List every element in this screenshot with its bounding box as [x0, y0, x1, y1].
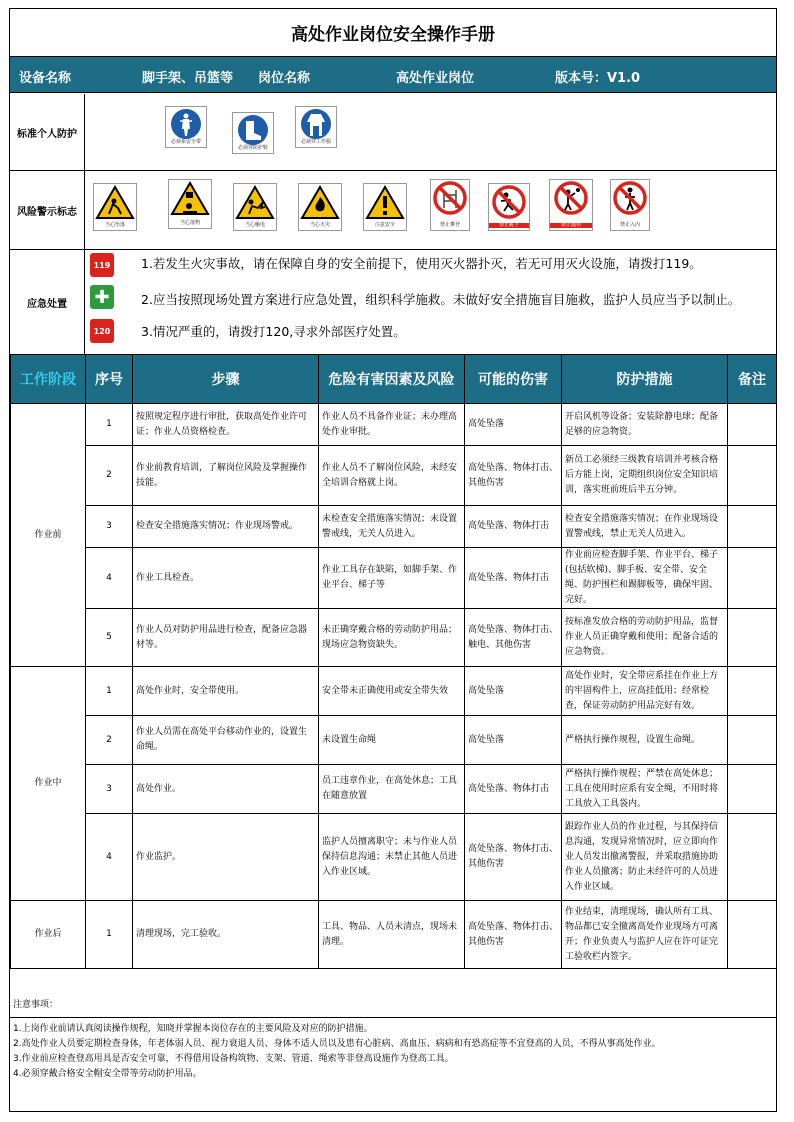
hazard-cell: 未检查安全措施落实情况；未设置警戒线，无关人员进入。: [319, 506, 465, 548]
caution-icon: 注意安全: [363, 183, 407, 231]
no-cell: 3: [86, 765, 133, 814]
stage-cell: 作业中: [11, 667, 86, 901]
post-value: 高处作业岗位: [396, 71, 475, 86]
table-row: [11, 901, 777, 969]
hazard-cell: 作业人员不了解岗位风险，未经安全培训合格就上岗。: [319, 446, 465, 506]
col-stage: 工作阶段: [11, 355, 86, 404]
safety-harness-icon: 必须系安全带: [165, 106, 207, 148]
step-cell: 作业人员对防护用品进行检查，配备应急器材等。: [133, 609, 319, 667]
col-harm: 可能的伤害: [465, 355, 562, 404]
emergency-label: 应急处置: [10, 250, 85, 354]
harm-cell: 高处坠落、物体打击: [465, 506, 562, 548]
stage-cell: 作业后: [11, 901, 86, 969]
note-cell: [728, 765, 777, 814]
emergency-step-2: 2.应当按照现场处置方案进行应急处置，组织科学施救。未做好安全措施盲目施救，监护人员应当予以制止。: [141, 292, 741, 307]
hazard-cell: 未设置生命绳: [319, 716, 465, 765]
note-cell: [728, 548, 777, 609]
step-cell: 检查安全措施落实情况；作业现场警戒。: [133, 506, 319, 548]
harm-cell: 高处坠落、物体打击、其他伤害: [465, 901, 562, 969]
note-cell: [728, 814, 777, 901]
note-cell: [728, 609, 777, 667]
table-row: [11, 506, 777, 548]
hazard-cell: 监护人员擅离职守；未与作业人员保持信息沟通；未禁止其他人员进入作业区域。: [319, 814, 465, 901]
procedure-table: [10, 354, 777, 969]
measure-cell: 作业结束，清理现场，确认所有工具、物品都已安全撤离高处作业现场方可离开；作业负责人与监护人应在许可证完工验收栏内签字。: [562, 901, 728, 969]
harm-cell: 高处坠落、物体打击: [465, 765, 562, 814]
note-cell: [728, 901, 777, 969]
step-cell: 高处作业时，安全带使用。: [133, 667, 319, 716]
safety-boots-icon: 必须穿防护鞋: [232, 112, 274, 154]
first-aid-icon: ✚: [90, 285, 114, 309]
measure-cell: 严格执行操作规程；严禁在高处休息；工具在使用时应系有安全绳，不用时将工具放入工具袋内。: [562, 765, 728, 814]
harm-cell: 高处坠落: [465, 667, 562, 716]
no-jumping-icon: 禁止跳下: [488, 183, 530, 231]
info-bar: [10, 57, 776, 93]
page-title: 高处作业岗位安全操作手册: [10, 9, 776, 57]
measure-cell: 按标准发放合格的劳动防护用品，监督作业人员正确穿戴和使用；配备合适的应急物资。: [562, 609, 728, 667]
measure-cell: 开启风机等设备；安装除静电球；配备足够的应急物资。: [562, 404, 728, 446]
measure-cell: 跟踪作业人员的作业过程，与其保持信息沟通，发现异常情况时，应立即向作业人员发出撤离警报，并采取措施协助作业人员撤离；防止未经许可的人员进入作业区域。: [562, 814, 728, 901]
hazard-cell: 作业人员不具备作业证；未办理高处作业审批。: [319, 404, 465, 446]
notes-title: 注意事项：: [10, 994, 776, 1018]
falling-hazard-icon: 当心坠落: [93, 183, 137, 231]
step-cell: 清理现场，完工验收。: [133, 901, 319, 969]
stage-cell: 作业前: [11, 404, 86, 667]
no-cell: 3: [86, 506, 133, 548]
measure-cell: 检查安全措施落实情况；在作业现场设置警戒线，禁止无关人员进入。: [562, 506, 728, 548]
hazard-cell: 员工违章作业，在高处休息；工具在随意放置: [319, 765, 465, 814]
version-label: 版本号：V1.0: [555, 71, 641, 86]
no-throwing-icon: 禁止抛物: [549, 179, 593, 231]
electric-shock-icon: 当心触电: [233, 183, 277, 231]
ppe-signs: [165, 102, 465, 162]
harm-cell: 高处坠落、物体打击、触电、其他伤害: [465, 609, 562, 667]
table-row: [11, 667, 777, 716]
note-item: 2.高处作业人员要定期检查身体，年老体弱人员、视力衰退人员、身体不适人员以及患有心脏病、高血压、病病和有恐高症等不宜登高的人员，不得从事高处作业。: [13, 1039, 661, 1049]
risk-signs: [90, 179, 770, 241]
harm-cell: 高处坠落: [465, 404, 562, 446]
no-cell: 5: [86, 609, 133, 667]
col-no: 序号: [86, 355, 133, 404]
no-cell: 2: [86, 716, 133, 765]
post-label: 岗位名称: [258, 71, 311, 86]
harm-cell: 高处坠落、物体打击、其他伤害: [465, 446, 562, 506]
ambulance-phone-icon: 120: [90, 319, 114, 343]
equipment-label: 设备名称: [19, 71, 72, 86]
emergency-step-3: 3.情况严重的，请拨打120,寻求外部医疗处置。: [141, 324, 406, 339]
table-row: [11, 548, 777, 609]
equipment-value: 脚手架、吊篮等: [142, 71, 234, 86]
note-cell: [728, 404, 777, 446]
note-cell: [728, 446, 777, 506]
table-row: [11, 765, 777, 814]
col-measure: 防护措施: [562, 355, 728, 404]
notes-section: [10, 994, 776, 1082]
note-cell: [728, 506, 777, 548]
no-cell: 4: [86, 548, 133, 609]
risk-label: 风险警示标志: [10, 171, 85, 249]
measure-cell: 严格执行操作规程，设置生命绳。: [562, 716, 728, 765]
manual-sheet: [9, 8, 777, 1112]
hazard-cell: 工具、物品、人员未清点，现场未清理。: [319, 901, 465, 969]
note-item: 4.必须穿戴合格安全帽安全带等劳动防护用品。: [13, 1069, 202, 1079]
table-row: [11, 814, 777, 901]
col-step: 步骤: [133, 355, 319, 404]
table-row: [11, 404, 777, 446]
no-cell: 4: [86, 814, 133, 901]
measure-cell: 新员工必须经三级教育培训并考核合格后方能上岗，定期组织岗位安全知识培训，落实班前班后半五分钟。: [562, 446, 728, 506]
hazard-cell: 未正确穿戴合格的劳动防护用品；现场应急物资缺失。: [319, 609, 465, 667]
ppe-label: 标准个人防护: [10, 94, 85, 170]
emergency-step-1: 1.若发生火灾事故，请在保障自身的安全前提下，使用灭火器扑灭，若无可用灭火设施，请拨打119。: [141, 256, 702, 271]
step-cell: 作业前教育培训，了解岗位风险及掌握操作技能。: [133, 446, 319, 506]
measure-cell: 高处作业时，安全带应系挂在作业上方的牢固构件上，应高挂低用；经常检查，保证劳动防护用品完好有效。: [562, 667, 728, 716]
harm-cell: 高处坠落: [465, 716, 562, 765]
hazard-cell: 安全带未正确使用或安全带失效: [319, 667, 465, 716]
no-cell: 1: [86, 667, 133, 716]
no-cell: 2: [86, 446, 133, 506]
table-row: [11, 609, 777, 667]
col-note: 备注: [728, 355, 777, 404]
note-cell: [728, 716, 777, 765]
step-cell: 作业工具检查。: [133, 548, 319, 609]
note-cell: [728, 667, 777, 716]
harm-cell: 高处坠落、物体打击: [465, 548, 562, 609]
no-entry-icon: 禁止入内: [610, 179, 650, 231]
note-item: 1.上岗作业前请认真阅读操作规程，知晓并掌握本岗位存在的主要风险及对应的防护措施。: [13, 1024, 373, 1034]
table-header-row: [11, 355, 777, 404]
no-cell: 1: [86, 901, 133, 969]
hazard-cell: 作业工具存在缺陷，如脚手架、作业平台、梯子等: [319, 548, 465, 609]
harm-cell: 高处坠落、物体打击、其他伤害: [465, 814, 562, 901]
col-hazard: 危险有害因素及风险: [319, 355, 465, 404]
no-climbing-icon: 禁止攀登: [430, 179, 470, 231]
step-cell: 作业人员需在高处平台移动作业的，设置生命绳。: [133, 716, 319, 765]
step-cell: 高处作业。: [133, 765, 319, 814]
step-cell: 按照规定程序进行审批，获取高处作业许可证；作业人员资格检查。: [133, 404, 319, 446]
measure-cell: 作业前应检查脚手架、作业平台、梯子(包括软梯)、脚手板、安全带、安全绳、防护围栏和踢脚板等，确保牢固、完好。: [562, 548, 728, 609]
fire-phone-icon: 119: [90, 253, 114, 277]
note-item: 3.作业前应检查登高用具是否安全可靠，不得借用设备构筑物、支架、管道、绳索等非登高设施作为登高工具。: [13, 1054, 454, 1064]
table-row: [11, 446, 777, 506]
protective-clothing-icon: 必须穿工作服: [295, 106, 337, 148]
no-cell: 1: [86, 404, 133, 446]
step-cell: 作业监护。: [133, 814, 319, 901]
table-row: [11, 716, 777, 765]
fire-hazard-icon: 当心火灾: [298, 183, 342, 231]
notes-list: [10, 1018, 776, 1082]
falling-objects-icon: 当心落物: [168, 179, 212, 229]
